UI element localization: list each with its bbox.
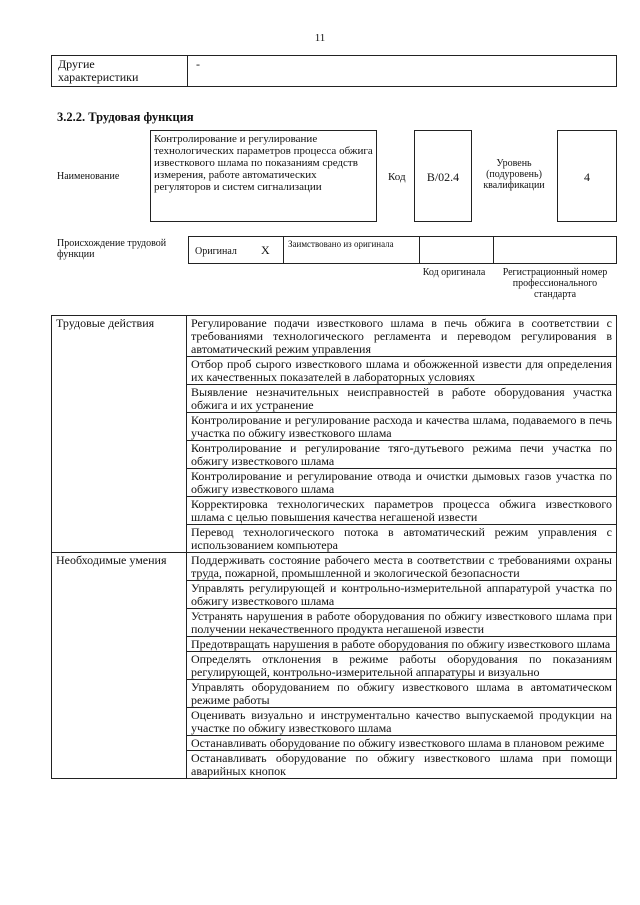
skill-item: Управлять оборудованием по обжигу известкового шлама в автоматическом режиме работы [187, 680, 617, 708]
original-label: Оригинал [195, 246, 237, 257]
skill-item: Останавливать оборудование по обжигу известкового шлама при помощи аварийных кнопок [187, 751, 617, 779]
code-value: B/02.4 [426, 170, 460, 184]
name-label: Наименование [57, 171, 120, 182]
labor-action-item: Контролирование и регулирование отвода и очистки дымовых газов участка по обжигу известкового шлама [187, 469, 617, 497]
section-heading: 3.2.2. Трудовая функция [57, 110, 194, 124]
code-box [414, 130, 472, 222]
other-characteristics-value: - [196, 57, 200, 71]
labor-action-item: Выявление незначительных неисправностей в работе оборудования участка обжига и их устранение [187, 385, 617, 413]
labor-action-item: Корректировка технологических параметров процесса обжига известкового шлама с целью повышения качества негашеной извести [187, 497, 617, 525]
skill-item: Устранять нарушения в работе оборудования по обжигу известкового шлама при получении некачественного продукта негашеной извести [187, 609, 617, 637]
required-skills-label: Необходимые умения [52, 553, 187, 779]
functions-table [51, 315, 617, 779]
other-characteristics-label: Другие характеристики [58, 57, 139, 84]
level-value: 4 [584, 170, 590, 184]
table-row [52, 316, 617, 357]
labor-action-item: Перевод технологического потока в автоматический режим управления с использованием компьютера [187, 525, 617, 553]
origin-table [188, 236, 617, 264]
other-characteristics-row [51, 55, 617, 87]
code-caption: Код оригинала [422, 267, 486, 278]
origin-divider-2 [419, 237, 420, 263]
skill-item: Управлять регулирующей и контрольно-измерительной аппаратурой участка по обжигу известкового шлама [187, 581, 617, 609]
table-row [52, 553, 617, 581]
function-name: Контролирование и регулирование технологических параметров процесса обжига известкового шлама по показаниям средств измерения, работе автоматических регуляторов и систем сигнализации [154, 133, 373, 193]
labor-action-item: Контролирование и регулирование расхода и качества шлама, подаваемого в печь участка по обжигу известкового шлама [187, 413, 617, 441]
labor-action-item: Контролирование и регулирование тяго-дутьевого режима печи участка по обжигу известкового шлама [187, 441, 617, 469]
origin-label: Происхождение трудовой функции [57, 238, 167, 260]
skill-item: Останавливать оборудование по обжигу известкового шлама в плановом режиме [187, 736, 617, 751]
original-mark: X [261, 243, 270, 257]
other-characteristics-divider [187, 56, 188, 86]
skill-item: Поддерживать состояние рабочего места в соответствии с требованиями охраны труда, пожарной, промышленной и экологической безопасности [187, 553, 617, 581]
level-label: Уровень (подуровень) квалификации [483, 158, 545, 191]
borrowed-label: Заимствовано из оригинала [288, 239, 394, 249]
page-number: 11 [314, 32, 326, 44]
skill-item: Предотвращать нарушения в работе оборудования по обжигу известкового шлама [187, 637, 617, 652]
skill-item: Оценивать визуально и инструментально качество выпускаемой продукции на участке по обжигу известкового шлама [187, 708, 617, 736]
skill-item: Определять отклонения в режиме работы оборудования по показаниям регулирующей, контрольно-измерительной аппаратуры и визуально [187, 652, 617, 680]
function-name-box [150, 130, 377, 222]
level-box [557, 130, 617, 222]
code-label: Код [388, 171, 406, 183]
labor-actions-label: Трудовые действия [52, 316, 187, 553]
labor-action-item: Отбор проб сырого известкового шлама и обожженной извести для определения их качественных показателей в лабораторных условиях [187, 357, 617, 385]
origin-divider-1 [283, 237, 284, 263]
reg-caption: Регистрационный номер профессионального стандарта [502, 267, 608, 300]
origin-divider-3 [493, 237, 494, 263]
labor-action-item: Регулирование подачи известкового шлама в печь обжига в соответствии с требованиями технологического регламента и переводом регулирования в автоматический режим управления [187, 316, 617, 357]
